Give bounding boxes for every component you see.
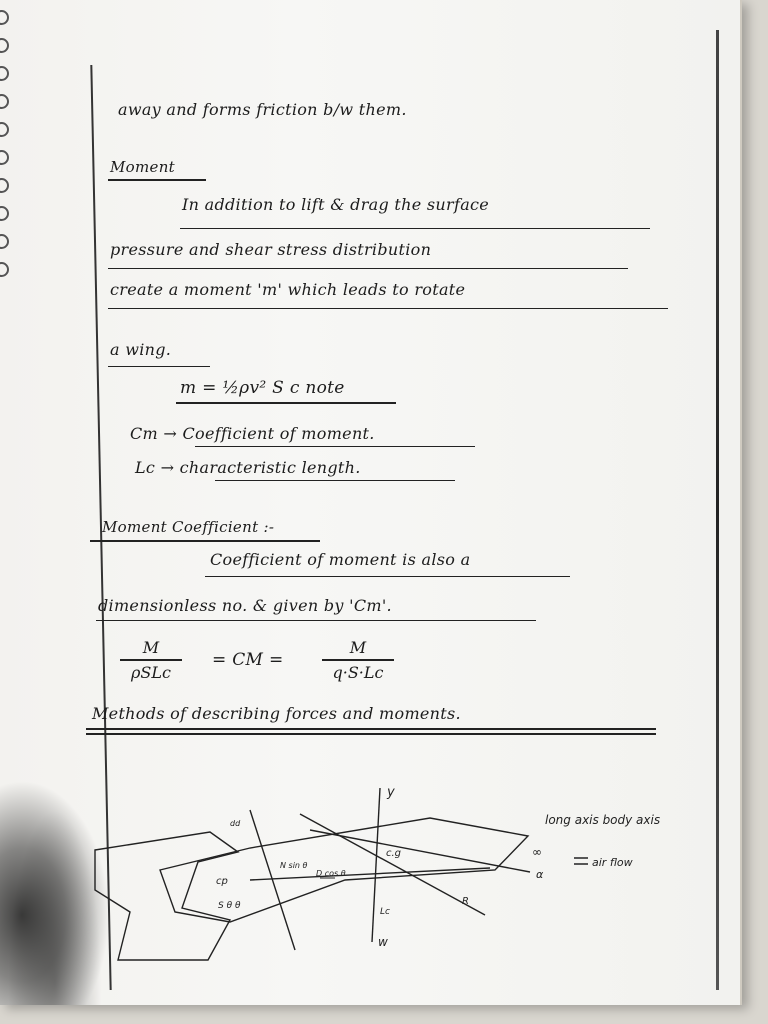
definition-lc: Lc → characteristic length. [135,458,361,477]
methods-heading: Methods of describing forces and moments. [92,704,461,723]
text-line-1: away and forms friction b/w them. [118,100,407,119]
ring-icon [0,150,9,165]
s-theta-label: S θ θ [218,901,241,911]
ring-icon [0,10,9,25]
w-label: w [378,935,388,949]
text-underline [108,308,668,309]
airflow-arrows [574,858,588,864]
resultant-line [300,814,485,915]
y-axis-label: y [387,785,395,800]
long-axis-label: long axis body axis [545,813,661,827]
text-line-3: pressure and shear stress distribution [110,240,432,259]
air-flow-label: air flow [592,856,633,869]
ring-icon [0,262,9,277]
spiral-binding [0,10,14,280]
text-line-6: Coefficient of moment is also a [210,550,471,569]
definition-underline [215,480,455,481]
rhs-numerator: M [349,638,367,657]
ring-icon [0,38,9,53]
text-underline [108,366,210,367]
text-line-2: In addition to lift & drag the surface [182,195,490,214]
heading-underline [108,179,206,181]
moment-formula: m = ½ρv² S c note [180,378,345,398]
heading-underline [86,733,656,735]
r-label: R [462,896,469,907]
moment-heading: Moment [110,158,175,176]
text-underline [205,576,570,577]
lc-label: Lc [380,907,390,917]
ring-icon [0,94,9,109]
text-underline [96,620,536,621]
aircraft-tail-outline [95,832,238,960]
lhs-fraction [120,638,182,682]
ring-icon [0,122,9,137]
page-edge [716,30,719,990]
lhs-denominator: ρSLc [131,662,171,682]
definition-cm: Cm → Coefficient of moment. [130,424,375,443]
rhs-fraction [322,638,394,682]
d-cos-label: D cos θ [316,869,346,878]
ring-icon [0,234,9,249]
text-underline [180,228,650,229]
infinity-label: ∞ [532,845,542,859]
cg-label: c.g [386,848,402,859]
text-line-7: dimensionless no. & given by 'Cm'. [98,596,392,615]
force-moment-diagram [90,770,710,970]
ring-icon [0,206,9,221]
n-sin-label: N sin θ [280,861,308,870]
text-line-4: create a moment 'm' which leads to rotate [110,280,466,299]
ring-icon [0,178,9,193]
rhs-denominator: q·S·Lc [332,662,384,682]
cp-label: cp [216,876,228,887]
equation-middle: = CM = [212,650,284,670]
dd-label: dd [230,819,241,828]
text-underline [108,268,628,269]
ring-icon [0,66,9,81]
heading-underline [86,728,656,730]
formula-underline [176,402,396,404]
text-line-5: a wing. [110,340,172,359]
y-axis-line [372,788,380,942]
long-axis-line [310,830,530,872]
moment-coefficient-heading: Moment Coefficient :- [102,518,275,536]
definition-underline [195,446,475,447]
alpha-label: α [536,868,544,881]
heading-underline [90,540,320,542]
lhs-numerator: M [142,638,160,657]
